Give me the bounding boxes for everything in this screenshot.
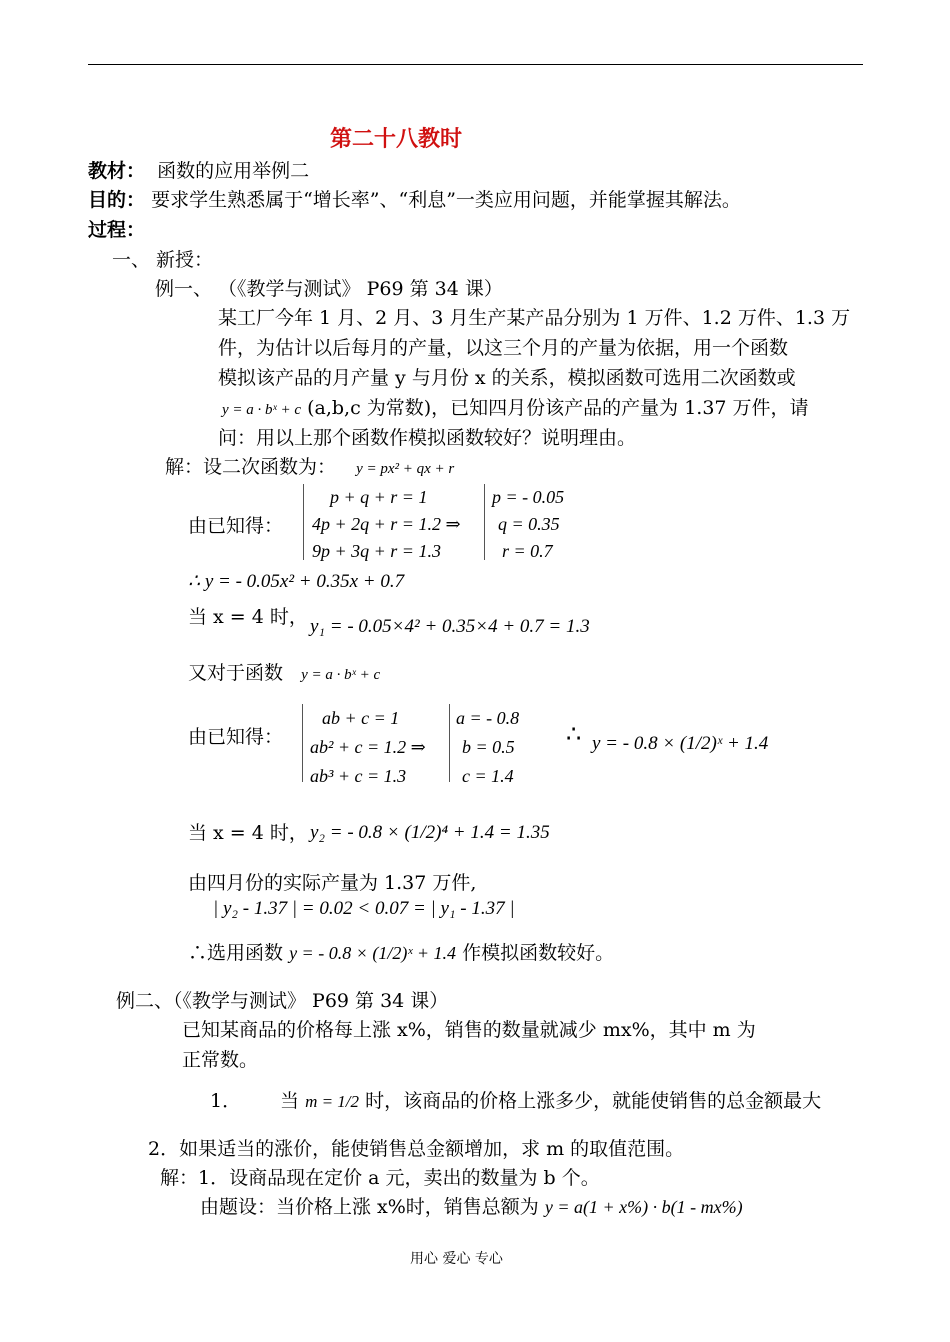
- system1-right: [492, 484, 564, 565]
- exp-model-formula-2: y = a · bˣ + c: [301, 667, 381, 683]
- actual-production: 由四月份的实际产量为 1.37 万件,: [188, 872, 477, 894]
- example2-heading: 例二、（《教学与测试》 P69 第 34 课）: [116, 990, 449, 1012]
- comparison: | y₂ - 1.37 | = 0.02 < 0.07 = | y₁ - 1.37 |: [213, 898, 515, 919]
- system2-eq1: ab + c = 1: [322, 708, 400, 728]
- quadratic-formula: y = px² + qx + r: [356, 461, 455, 477]
- system2-sol-b: b = 0.5: [462, 737, 515, 757]
- material-text: 函数的应用举例二: [157, 160, 310, 182]
- known-label-2: 由已知得：: [188, 726, 284, 748]
- system1-sol-r: r = 0.7: [502, 541, 553, 561]
- material-line: [88, 156, 309, 183]
- question1-line: [280, 1086, 821, 1113]
- system2-sol-a: a = - 0.8: [456, 708, 520, 728]
- solution1-label: 解：设二次函数为：: [165, 456, 337, 478]
- conclusion-post: 作模拟函数较好。: [462, 942, 615, 964]
- sales-total-formula: y = a(1 + x%) · b(1 - mx%): [544, 1197, 743, 1217]
- aim-label: 目的：: [88, 189, 146, 211]
- solution2-line2: [200, 1192, 743, 1219]
- also-func-label: 又对于函数: [188, 662, 284, 684]
- solution1-head: [165, 452, 454, 479]
- system1-eq3: 9p + 3q + r = 1.3: [312, 541, 441, 561]
- conclusion-formula: y = - 0.8 × (1/2)ˣ + 1.4: [289, 943, 457, 963]
- conclusion-pre: ∴选用函数: [188, 942, 284, 964]
- example2-line1: 已知某商品的价格每上涨 x%，销售的数量就减少 mx%，其中 m 为: [182, 1019, 756, 1041]
- when-x4-label-1: 当 x = 4 时，: [188, 606, 308, 628]
- left-brace-2: [484, 484, 485, 560]
- system1-eq1: p + q + r = 1: [330, 487, 428, 507]
- left-brace-4: [449, 704, 450, 782]
- solution2-text: 由题设：当价格上涨 x%时，销售总额为: [200, 1196, 539, 1218]
- process-label: 过程：: [88, 219, 146, 241]
- exp-model-result: y = - 0.8 × (1/2)ˣ + 1.4: [592, 733, 769, 754]
- example1-heading: 例一、 （《教学与测试》 P69 第 34 课）: [155, 278, 503, 300]
- example1-line2: 件，为估计以后每月的产量，以这三个月的产量为依据，用一个函数: [218, 337, 789, 359]
- exp-model-formula: y = a · bˣ + c: [222, 402, 302, 418]
- left-brace-1: [303, 484, 304, 560]
- when-x4-label-2: 当 x = 4 时，: [188, 822, 308, 844]
- question1-post: 时，该商品的价格上涨多少，就能使销售的总金额最大: [365, 1090, 822, 1112]
- solution2-line1: 解：1．设商品现在定价 a 元，卖出的数量为 b 个。: [160, 1167, 600, 1189]
- also-func-line: [188, 658, 380, 685]
- system2-right: [456, 704, 519, 791]
- example1-line5: 问：用以上那个函数作模拟函数较好？说明理由。: [218, 427, 637, 449]
- system2-sol-c: c = 1.4: [462, 766, 514, 786]
- example2-line2: 正常数。: [182, 1049, 259, 1071]
- system2-eq3: ab³ + c = 1.3: [310, 766, 407, 786]
- header-rule: [88, 64, 863, 65]
- left-brace-3: [302, 704, 303, 782]
- y2-calculation: y₂ = - 0.8 × (1/2)⁴ + 1.4 = 1.35: [310, 822, 550, 843]
- example1-line1: 某工厂今年 1 月、2 月、3 月生产某产品分别为 1 万件、1.2 万件、1.3 万: [218, 307, 851, 329]
- y1-calculation: y₁ = - 0.05×4² + 0.35×4 + 0.7 = 1.3: [310, 616, 590, 637]
- section-heading: 一、 新授：: [112, 249, 214, 271]
- system1-left: [312, 484, 461, 565]
- aim-line: [88, 185, 741, 212]
- question1-pre: 当: [280, 1090, 300, 1112]
- therefore-symbol: ∴: [566, 720, 582, 748]
- material-label: 教材：: [88, 160, 146, 182]
- question1-m-value: m = 1/2: [305, 1092, 360, 1111]
- known-label-1: 由已知得：: [188, 515, 284, 537]
- page-title: 第二十八教时: [330, 126, 463, 152]
- therefore-quadratic: ∴ y = - 0.05x² + 0.35x + 0.7: [188, 571, 405, 592]
- system1-eq2: 4p + 2q + r = 1.2 ⇒: [312, 514, 461, 534]
- example1-line3: 模拟该产品的月产量 y 与月份 x 的关系，模拟函数可选用二次函数或: [218, 367, 796, 389]
- question2-line: 2．如果适当的涨价，能使销售总金额增加，求 m 的取值范围。: [148, 1138, 685, 1160]
- conclusion-line: [188, 938, 614, 965]
- example1-line4: [222, 393, 809, 420]
- system2-eq2: ab² + c = 1.2 ⇒: [310, 737, 426, 757]
- system2-left: [310, 704, 426, 791]
- page-footer: 用心 爱心 专心: [410, 1251, 503, 1267]
- example1-line4-text: (a,b,c 为常数)，已知四月份该产品的产量为 1.37 万件，请: [307, 397, 809, 419]
- aim-text: 要求学生熟悉属于“增长率”、“利息”一类应用问题，并能掌握其解法。: [151, 189, 741, 211]
- question1-number: 1．: [210, 1090, 242, 1112]
- system1-sol-p: p = - 0.05: [492, 487, 565, 507]
- system1-sol-q: q = 0.35: [498, 514, 560, 534]
